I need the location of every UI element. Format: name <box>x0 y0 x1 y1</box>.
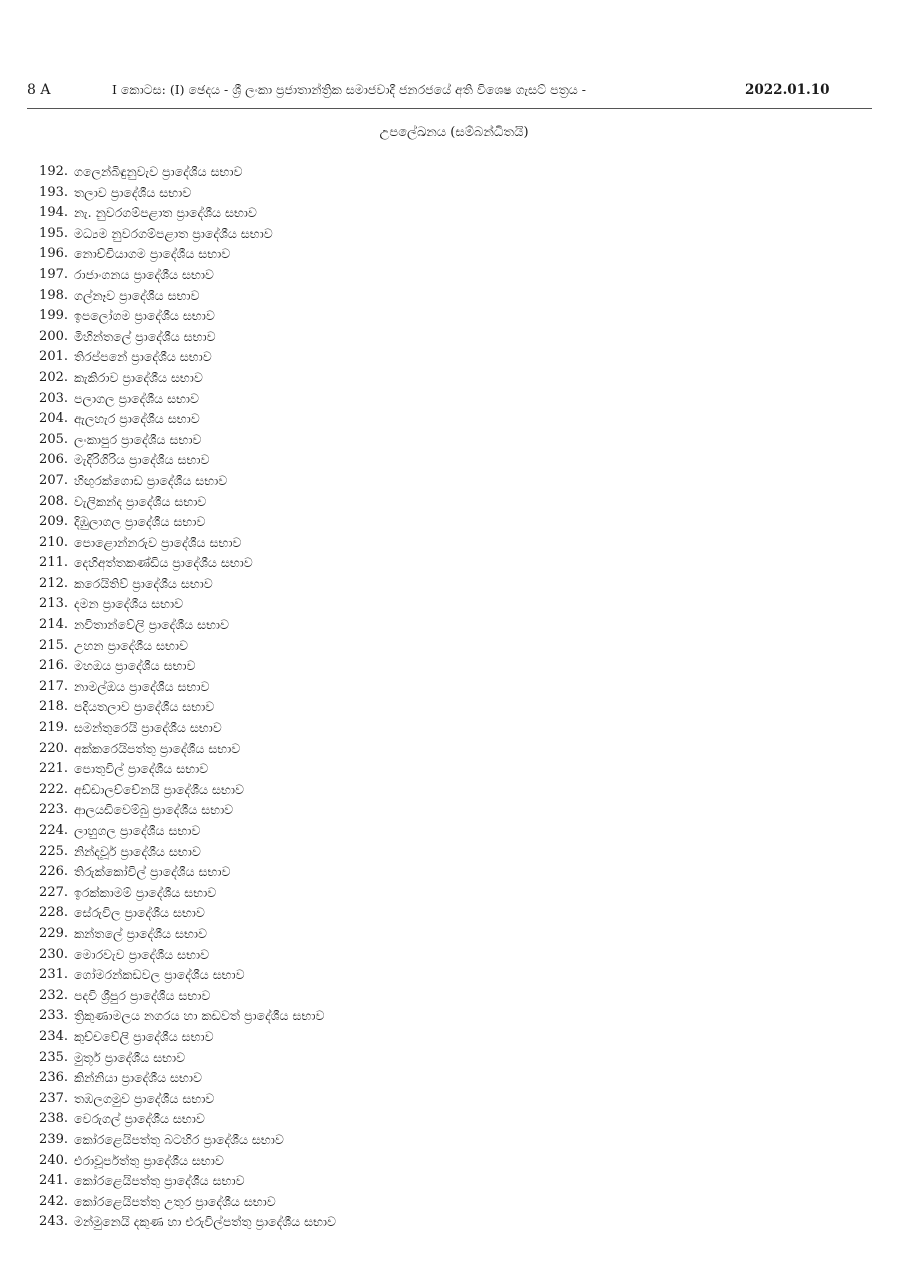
list-item <box>30 574 336 595</box>
item-number: 241. <box>39 1173 68 1189</box>
item-number: 199. <box>39 308 68 324</box>
section-title: උපලේඛනය (සම්බන්ධිතයි) <box>379 125 529 140</box>
item-number: 216. <box>39 658 68 674</box>
council-name: දෙහිඅත්තකණ්ඩිය ප්‍රාදේශීය සභාව <box>74 555 253 571</box>
list-item <box>30 1171 336 1192</box>
item-number: 208. <box>39 493 68 509</box>
item-number: 215. <box>39 637 68 653</box>
item-number: 219. <box>39 720 68 736</box>
item-number: 212. <box>39 575 68 591</box>
council-name: මැදිරිගිරිය ප්‍රාදේශීය සභාව <box>74 452 210 468</box>
gazette-date: 2022.01.10 <box>745 82 830 98</box>
list-item <box>30 265 336 286</box>
list-item <box>30 224 336 245</box>
council-name: රාජාංගනය ප්‍රාදේශීය සභාව <box>74 266 214 282</box>
council-name: අක්කරෙයිපත්තු ප්‍රාදේශීය සභාව <box>74 740 241 756</box>
council-name: තිරුක්කෝවිල් ප්‍රාදේශීය සභාව <box>74 864 231 880</box>
council-name: කින්නියා ප්‍රාදේශීය සභාව <box>74 1070 202 1086</box>
item-number: 200. <box>39 328 68 344</box>
council-name: ආලයඩිවෙම්බු ප්‍රාදේශීය සභාව <box>74 802 234 818</box>
item-number: 204. <box>39 411 68 427</box>
council-name: ත්‍රිකුණාමලය නගරය හා කඩවත් ප්‍රාදේශීය සභාව <box>74 1008 325 1024</box>
list-item <box>30 800 336 821</box>
item-number: 235. <box>39 1049 68 1065</box>
council-name: කුච්චවේලි ප්‍රාදේශීය සභාව <box>74 1028 214 1044</box>
header-divider <box>27 108 872 109</box>
list-item <box>30 512 336 533</box>
item-number: 243. <box>39 1214 68 1230</box>
council-name: තඹලගමුව ප්‍රාදේශීය සභාව <box>74 1090 215 1106</box>
list-item <box>30 492 336 513</box>
item-number: 224. <box>39 823 68 838</box>
list-item <box>30 1212 336 1233</box>
council-name: ගෝමරන්කඩවල ප්‍රාදේශීය සභාව <box>74 967 245 983</box>
council-name: තිරප්පනේ ප්‍රාදේශීය සභාව <box>74 349 212 365</box>
item-number: 234. <box>39 1028 68 1044</box>
council-name: පොළොන්නරුව ප්‍රාදේශීය සභාව <box>74 534 242 550</box>
list-item <box>30 656 336 677</box>
council-name: සේරුවිල ප්‍රාදේශීය සභාව <box>74 905 205 921</box>
list-item <box>30 1130 336 1151</box>
council-name: නවිතාන්වේලි ප්‍රාදේශීය සභාව <box>74 617 230 633</box>
gazette-title: I කොටස: (I) ඡෙදය - ශ්‍රී ලංකා ප්‍රජාතාන්ත්‍රික සමාජවාදී ජනරජයේ අති විශෙෂ ගැසට් පත්‍රය - <box>112 82 586 97</box>
list-item <box>30 594 336 615</box>
list-item <box>30 677 336 698</box>
list-item <box>30 780 336 801</box>
item-number: 206. <box>39 452 68 468</box>
list-item <box>30 1006 336 1027</box>
council-name: ගල්නෑව ප්‍රාදේශීය සභාව <box>74 287 200 303</box>
item-number: 233. <box>39 1008 68 1024</box>
council-name: ලාහුගල ප්‍රාදේශීය සභාව <box>74 823 201 838</box>
item-number: 201. <box>39 349 68 365</box>
item-number: 220. <box>39 740 68 756</box>
item-number: 211. <box>39 555 68 571</box>
item-number: 203. <box>39 390 68 406</box>
council-name: නැ. නුවරගම්පළාත ප්‍රාදේශීය සභාව <box>74 205 257 221</box>
item-number: 193. <box>39 184 68 200</box>
list-item <box>30 347 336 368</box>
council-name: තලාව ප්‍රාදේශීය සභාව <box>74 184 192 200</box>
list-item <box>30 1151 336 1172</box>
list-item <box>30 862 336 883</box>
list-item <box>30 203 336 224</box>
item-number: 238. <box>39 1111 68 1127</box>
item-number: 227. <box>39 884 68 900</box>
list-item <box>30 842 336 863</box>
item-number: 237. <box>39 1090 68 1106</box>
item-number: 226. <box>39 864 68 880</box>
council-name: ගලෙන්බිඳුනුවැව ප්‍රාදේශීය සභාව <box>74 164 243 179</box>
list-item <box>30 244 336 265</box>
item-number: 214. <box>39 617 68 633</box>
council-name: උහන ප්‍රාදේශීය සභාව <box>74 637 188 653</box>
council-name: මිහින්තලේ ප්‍රාදේශීය සභාව <box>74 328 216 344</box>
list-item <box>30 986 336 1007</box>
council-name: පලාගල ප්‍රාදේශීය සභාව <box>74 390 200 406</box>
item-number: 202. <box>39 369 68 385</box>
list-item <box>30 636 336 657</box>
council-name: දිඹුලාගල ප්‍රාදේශීය සභාව <box>74 514 206 530</box>
list-item <box>30 903 336 924</box>
list-item <box>30 286 336 307</box>
list-item <box>30 615 336 636</box>
item-number: 194. <box>39 205 68 221</box>
list-item <box>30 533 336 554</box>
item-number: 213. <box>39 596 68 612</box>
council-name: වැලිකන්ද ප්‍රාදේශීය සභාව <box>74 493 207 509</box>
item-number: 210. <box>39 534 68 550</box>
council-name: පොතුවිල් ප්‍රාදේශීය සභාව <box>74 761 209 777</box>
council-name: ඉරක්කාමම් ප්‍රාදේශීය සභාව <box>74 884 217 900</box>
item-number: 198. <box>39 287 68 303</box>
item-number: 239. <box>39 1131 68 1147</box>
list-item <box>30 1192 336 1213</box>
item-number: 217. <box>39 678 68 694</box>
council-name: මන්මුනෙයි දකුණ හා එරුවිල්පත්තු ප්‍රාදේශීය සභාව <box>74 1214 337 1230</box>
page-header <box>27 80 872 104</box>
list-item <box>30 1068 336 1089</box>
list-item <box>30 821 336 842</box>
list-item <box>30 327 336 348</box>
item-number: 192. <box>39 164 68 179</box>
list-item <box>30 945 336 966</box>
list-item <box>30 965 336 986</box>
council-name: මොරවැව ප්‍රාදේශීය සභාව <box>74 946 210 962</box>
item-number: 225. <box>39 843 68 859</box>
council-name: කන්තලේ ප්‍රාදේශීය සභාව <box>74 925 207 941</box>
council-name: මුතූර් ප්‍රාදේශීය සභාව <box>74 1049 186 1065</box>
council-name: පදියතලාව ප්‍රාදේශීය සභාව <box>74 699 215 715</box>
council-name: සමන්තුරෙයි ප්‍රාදේශීය සභාව <box>74 720 222 736</box>
council-name: හිඟුරක්ගොඩ ප්‍රාදේශීය සභාව <box>74 472 228 488</box>
item-number: 236. <box>39 1070 68 1086</box>
list-item <box>30 409 336 430</box>
council-list <box>30 162 336 1233</box>
council-name: ඇලහැර ප්‍රාදේශීය සභාව <box>74 411 200 427</box>
council-name: ඉපලෝගම ප්‍රාදේශීය සභාව <box>74 308 215 324</box>
council-name: කෝරළෙයිපත්තු බටහිර ප්‍රාදේශීය සභාව <box>74 1131 284 1147</box>
item-number: 231. <box>39 967 68 983</box>
item-number: 242. <box>39 1193 68 1209</box>
council-name: කෝරළෙයිපත්තු ප්‍රාදේශීය සභාව <box>74 1173 245 1189</box>
list-item <box>30 1089 336 1110</box>
list-item <box>30 1027 336 1048</box>
council-name: අඩ්ඩාලච්චේනයි ප්‍රාදේශීය සභාව <box>74 781 244 797</box>
council-name: කැකිරාව ප්‍රාදේශීය සභාව <box>74 369 203 385</box>
item-number: 195. <box>39 225 68 241</box>
list-item <box>30 883 336 904</box>
item-number: 205. <box>39 431 68 447</box>
list-item <box>30 368 336 389</box>
item-number: 197. <box>39 266 68 282</box>
list-item <box>30 389 336 410</box>
list-item <box>30 718 336 739</box>
council-name: මහඔය ප්‍රාදේශීය සභාව <box>74 658 196 674</box>
council-name: වෙරුගල් ප්‍රාදේශීය සභාව <box>74 1111 205 1127</box>
council-name: නින්දවූර් ප්‍රාදේශීය සභාව <box>74 843 201 859</box>
list-item <box>30 759 336 780</box>
list-item <box>30 162 336 183</box>
item-number: 218. <box>39 699 68 715</box>
list-item <box>30 739 336 760</box>
council-name: දමන ප්‍රාදේශීය සභාව <box>74 596 184 612</box>
item-number: 240. <box>39 1152 68 1168</box>
item-number: 207. <box>39 472 68 488</box>
list-item <box>30 430 336 451</box>
council-name: ලංකාපුර ප්‍රාදේශීය සභාව <box>74 431 202 447</box>
list-item <box>30 697 336 718</box>
item-number: 232. <box>39 987 68 1003</box>
item-number: 196. <box>39 246 68 262</box>
list-item <box>30 471 336 492</box>
council-name: මධ්‍යම නුවරගම්පළාත ප්‍රාදේශීය සභාව <box>74 225 273 241</box>
council-name: නාමල්ඔය ප්‍රාදේශීය සභාව <box>74 678 210 694</box>
item-number: 222. <box>39 781 68 797</box>
item-number: 228. <box>39 905 68 921</box>
list-item <box>30 553 336 574</box>
list-item <box>30 450 336 471</box>
item-number: 229. <box>39 925 68 941</box>
item-number: 209. <box>39 514 68 530</box>
item-number: 230. <box>39 946 68 962</box>
list-item <box>30 183 336 204</box>
item-number: 223. <box>39 802 68 818</box>
item-number: 221. <box>39 761 68 777</box>
page-number: 8 A <box>27 82 51 98</box>
list-item <box>30 924 336 945</box>
council-name: කරෙයිතිව් ප්‍රාදේශීය සභාව <box>74 575 213 591</box>
list-item <box>30 306 336 327</box>
list-item <box>30 1109 336 1130</box>
list-item <box>30 1048 336 1069</box>
council-name: කෝරළෙයිපත්තු උතුර ප්‍රාදේශීය සභාව <box>74 1193 276 1209</box>
council-name: පදවි ශ්‍රීපුර ප්‍රාදේශීය සභාව <box>74 987 211 1003</box>
council-name: නොච්චියාගම ප්‍රාදේශීය සභාව <box>74 246 231 262</box>
council-name: එරාවූර්පත්තු ප්‍රාදේශීය සභාව <box>74 1152 224 1168</box>
